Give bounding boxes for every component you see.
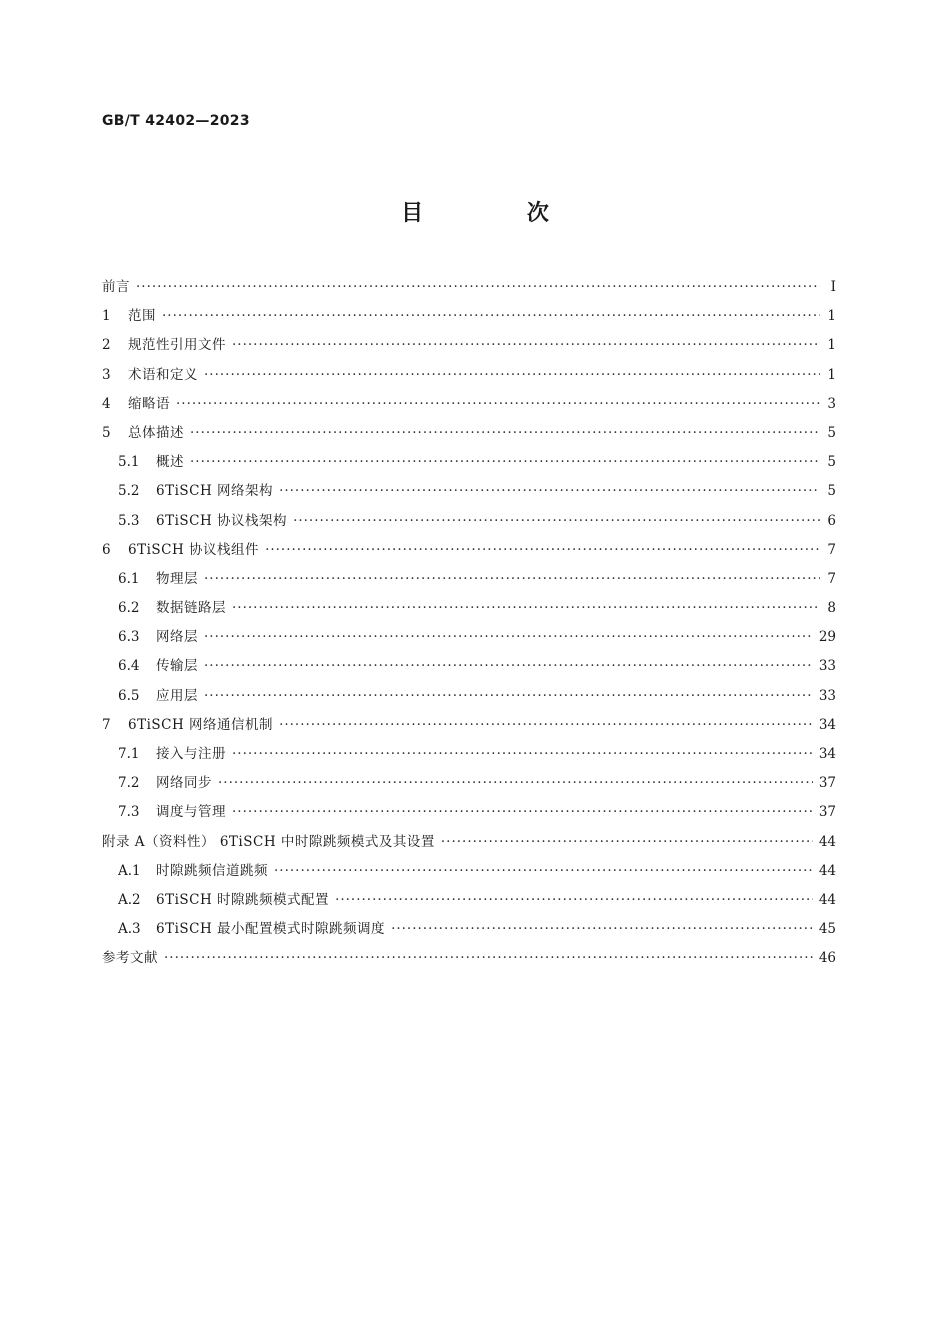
toc-leader-dots — [204, 623, 813, 652]
toc-entry[interactable] — [102, 390, 836, 419]
toc-entry-page: 37 — [818, 775, 836, 792]
toc-leader-dots — [164, 944, 813, 973]
toc-entry-page: 5 — [827, 483, 836, 500]
toc-entry[interactable] — [102, 565, 836, 594]
toc-entry-label: 网络同步 — [156, 775, 212, 792]
toc-entry-page: 5 — [827, 454, 836, 471]
toc-entry-page: 1 — [827, 337, 836, 354]
toc-entry-number: A.3 — [118, 921, 141, 938]
toc-entry[interactable] — [102, 302, 836, 331]
toc-entry-page: 44 — [818, 891, 836, 908]
toc-leader-dots — [391, 915, 813, 944]
toc-entry-page: 29 — [818, 629, 836, 646]
toc-leader-dots — [190, 419, 820, 448]
toc-entry-number: 4 — [102, 395, 111, 412]
toc-entry-number: 6.1 — [118, 570, 140, 587]
toc-entry-label: 参考文献 — [102, 950, 158, 967]
toc-entry-label: 6TiSCH 协议栈架构 — [156, 512, 288, 529]
toc-entry-label: 6TiSCH 最小配置模式时隙跳频调度 — [156, 921, 386, 938]
toc-entry-number: A.1 — [118, 862, 141, 879]
toc-entry-label: 传输层 — [156, 658, 198, 675]
toc-entry-page: 34 — [818, 746, 836, 762]
toc-entry-label: 应用层 — [156, 687, 198, 704]
toc-entry-page: 34 — [818, 716, 836, 733]
toc-leader-dots — [136, 273, 820, 302]
toc-entry-page: 1 — [827, 366, 836, 383]
page-title: 目 次 — [401, 201, 597, 226]
toc-entry-label: 附录 A（资料性） 6TiSCH 中时隙跳频模式及其设置 — [102, 833, 435, 850]
toc-leader-dots — [162, 302, 820, 331]
toc-entry-label: 6TiSCH 时隙跳频模式配置 — [156, 891, 330, 908]
toc-entry[interactable] — [102, 273, 836, 302]
toc-entry-label: 前言 — [102, 279, 130, 295]
toc-entry-number: 6 — [102, 541, 111, 558]
toc-entry-page: 8 — [827, 600, 836, 617]
toc-entry[interactable] — [102, 769, 836, 798]
toc-entry[interactable] — [102, 711, 836, 740]
toc-entry-label: 规范性引用文件 — [128, 337, 226, 354]
toc-entry-page: 5 — [827, 424, 836, 441]
toc-leader-dots — [335, 886, 813, 915]
toc-entry[interactable] — [102, 740, 836, 769]
toc-entry[interactable] — [102, 536, 836, 565]
table-of-contents — [102, 273, 836, 974]
toc-entry-number: 5.3 — [118, 512, 140, 529]
toc-entry-number: 6.3 — [118, 629, 140, 646]
toc-entry-number: 7.2 — [118, 775, 140, 792]
toc-leader-dots — [441, 828, 813, 857]
toc-leader-dots — [232, 798, 813, 827]
toc-entry-number: A.2 — [118, 891, 141, 908]
toc-leader-dots — [265, 536, 820, 565]
toc-leader-dots — [190, 448, 820, 477]
toc-entry[interactable] — [102, 477, 836, 506]
toc-entry-page: 3 — [827, 395, 836, 412]
toc-leader-dots — [232, 331, 820, 360]
toc-entry-label: 概述 — [156, 454, 184, 471]
toc-leader-dots — [218, 769, 813, 798]
toc-entry-label: 物理层 — [156, 570, 198, 587]
toc-entry-page: 44 — [818, 862, 836, 879]
toc-entry-page: 7 — [827, 541, 836, 558]
toc-entry-number: 5.2 — [118, 483, 140, 500]
toc-leader-dots — [279, 711, 813, 740]
toc-entry-label: 网络层 — [156, 629, 198, 646]
toc-leader-dots — [204, 652, 813, 681]
toc-entry-number: 1 — [102, 308, 111, 325]
toc-entry[interactable] — [102, 798, 836, 827]
toc-entry-number: 7.1 — [118, 746, 140, 762]
toc-entry-number: 3 — [102, 366, 111, 383]
toc-entry[interactable] — [102, 507, 836, 536]
toc-entry[interactable] — [102, 652, 836, 681]
toc-entry[interactable] — [102, 944, 836, 973]
toc-entry-page: 6 — [827, 512, 836, 529]
toc-entry-page: 46 — [818, 950, 836, 967]
toc-entry-number: 6.5 — [118, 687, 140, 704]
toc-leader-dots — [204, 565, 820, 594]
toc-entry-label: 范围 — [128, 308, 156, 325]
toc-entry[interactable] — [102, 594, 836, 623]
toc-entry-page: 33 — [818, 687, 836, 704]
toc-entry-number: 5.1 — [118, 454, 140, 471]
toc-entry-label: 6TiSCH 网络架构 — [156, 483, 274, 500]
toc-entry-page: 37 — [818, 804, 836, 821]
toc-entry-label: 术语和定义 — [128, 366, 198, 383]
toc-entry[interactable] — [102, 361, 836, 390]
toc-entry-page: 44 — [818, 833, 836, 850]
toc-leader-dots — [232, 594, 820, 623]
toc-entry-label: 调度与管理 — [156, 804, 226, 821]
toc-entry-label: 接入与注册 — [156, 746, 226, 762]
toc-entry[interactable] — [102, 886, 836, 915]
toc-entry[interactable] — [102, 419, 836, 448]
toc-entry-page: 7 — [827, 570, 836, 587]
toc-entry-number: 7.3 — [118, 804, 140, 821]
toc-entry-label: 缩略语 — [128, 395, 170, 412]
toc-entry[interactable] — [102, 682, 836, 711]
toc-entry[interactable] — [102, 623, 836, 652]
toc-entry[interactable] — [102, 331, 836, 360]
toc-entry[interactable] — [102, 448, 836, 477]
toc-entry-page: 1 — [827, 308, 836, 325]
toc-leader-dots — [204, 682, 813, 711]
toc-leader-dots — [279, 477, 820, 506]
toc-entry-label: 时隙跳频信道跳频 — [156, 862, 268, 879]
toc-entry-number: 6.2 — [118, 600, 140, 617]
toc-entry-page: 45 — [818, 921, 836, 938]
toc-leader-dots — [293, 507, 820, 536]
toc-entry-label: 6TiSCH 协议栈组件 — [128, 541, 260, 558]
toc-leader-dots — [176, 390, 820, 419]
toc-entry[interactable] — [102, 828, 836, 857]
toc-leader-dots — [232, 740, 813, 769]
toc-entry-label: 6TiSCH 网络通信机制 — [128, 716, 274, 733]
toc-entry-page: Ⅰ — [830, 279, 836, 295]
toc-entry[interactable] — [102, 857, 836, 886]
toc-entry-page: 33 — [818, 658, 836, 675]
toc-leader-dots — [204, 361, 820, 390]
toc-entry-number: 7 — [102, 716, 111, 733]
toc-entry[interactable] — [102, 915, 836, 944]
toc-entry-label: 总体描述 — [128, 424, 184, 441]
toc-entry-label: 数据链路层 — [156, 600, 226, 617]
toc-entry-number: 2 — [102, 337, 111, 354]
toc-entry-number: 6.4 — [118, 658, 140, 675]
standard-code: GB/T 42402—2023 — [102, 113, 250, 129]
toc-entry-number: 5 — [102, 424, 111, 441]
toc-leader-dots — [274, 857, 813, 886]
